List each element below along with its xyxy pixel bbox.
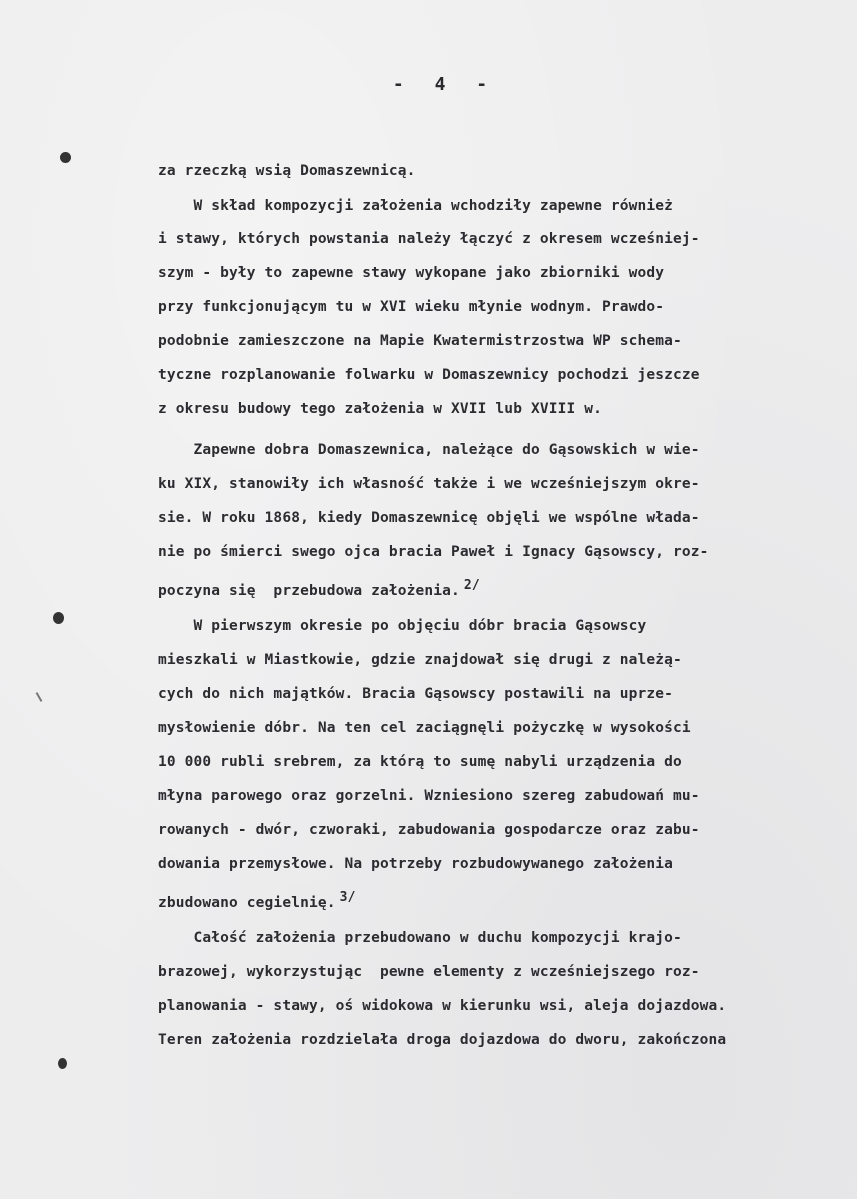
line-text: sie. W roku 1868, kiedy Domaszewnicę objęli we wspólne włada- [158,510,700,526]
text-line [158,788,700,804]
line-text: szym - były to zapewne stawy wykopane jako zbiorniki wody [158,265,665,281]
footnote-marker: 2/ [463,578,480,593]
page-number: - 4 - [392,74,498,95]
line-text: młyna parowego oraz gorzelni. Wzniesiono szereg zabudowań mu- [158,788,700,804]
text-line [158,1032,726,1048]
line-text: 10 000 rubli srebrem, za którą to sumę nabyli urządzenia do [158,754,682,770]
text-line [158,231,700,247]
text-line [158,652,682,668]
text-line [158,299,664,315]
text-line [158,998,726,1014]
line-text: brazowej, wykorzystując pewne elementy z wcześniejszego roz- [158,964,700,980]
text-line [158,856,673,872]
line-text: Zapewne dobra Domaszewnica, należące do Gąsowskich w wie- [158,442,700,458]
punch-hole-top [60,152,71,163]
line-text: mysłowienie dóbr. Na ten cel zaciągnęli pożyczkę w wysokości [158,720,691,736]
line-text: Teren założenia rozdzielała droga dojazdowa do dworu, zakończona [158,1032,727,1048]
line-text: Całość założenia przebudowano w duchu kompozycji krajo- [158,930,682,946]
text-line [158,367,700,383]
line-text: przy funkcjonującym tu w XVI wieku młynie wodnym. Prawdo- [158,299,665,315]
line-text: poczyna się przebudowa założenia. [158,582,460,599]
text-line [158,720,691,736]
text-line [158,618,646,634]
line-text: cych do nich majątków. Bracia Gąsowscy postawili na uprze- [158,686,674,702]
text-line [158,198,673,214]
text-line [158,964,700,980]
line-text: i stawy, których powstania należy łączyć z okresem wcześniej- [158,231,700,247]
line-text: mieszkali w Miastkowie, gdzie znajdował się drugi z należą- [158,652,682,668]
line-text: podobnie zamieszczone na Mapie Kwatermistrzostwa WP schema- [158,333,682,349]
punch-hole-bottom [58,1058,67,1069]
text-line [158,401,602,417]
text-line [158,578,480,599]
footnote-marker: 3/ [339,890,356,905]
line-text: planowania - stawy, oś widokowa w kierunku wsi, aleja dojazdowa. [158,998,727,1014]
text-line [158,686,673,702]
text-line [158,163,416,179]
text-line [158,890,356,911]
text-line [158,442,700,458]
line-text: dowania przemysłowe. Na potrzeby rozbudowywanego założenia [158,856,674,872]
text-line [158,333,682,349]
line-text: zbudowano cegielnię. [158,894,336,911]
line-text: W skład kompozycji założenia wchodziły zapewne również [158,198,674,214]
line-text: z okresu budowy tego założenia w XVII lub XVIII w. [158,401,602,417]
line-text: W pierwszym okresie po objęciu dóbr bracia Gąsowscy [158,618,647,634]
text-line [158,822,700,838]
text-line [158,930,682,946]
punch-hole-middle [53,612,64,624]
line-text: ku XIX, stanowiły ich własność także i we wcześniejszym okre- [158,476,700,492]
text-line [158,544,709,560]
text-line [158,754,682,770]
text-line [158,476,700,492]
line-text: nie po śmierci swego ojca bracia Paweł i Ignacy Gąsowscy, roz- [158,544,709,560]
text-line [158,265,664,281]
pencil-mark [36,692,43,702]
line-text: rowanych - dwór, czworaki, zabudowania gospodarcze oraz zabu- [158,822,700,838]
line-text: tyczne rozplanowanie folwarku w Domaszewnicy pochodzi jeszcze [158,367,700,383]
text-line [158,510,700,526]
line-text: za rzeczką wsią Domaszewnicą. [158,163,416,179]
